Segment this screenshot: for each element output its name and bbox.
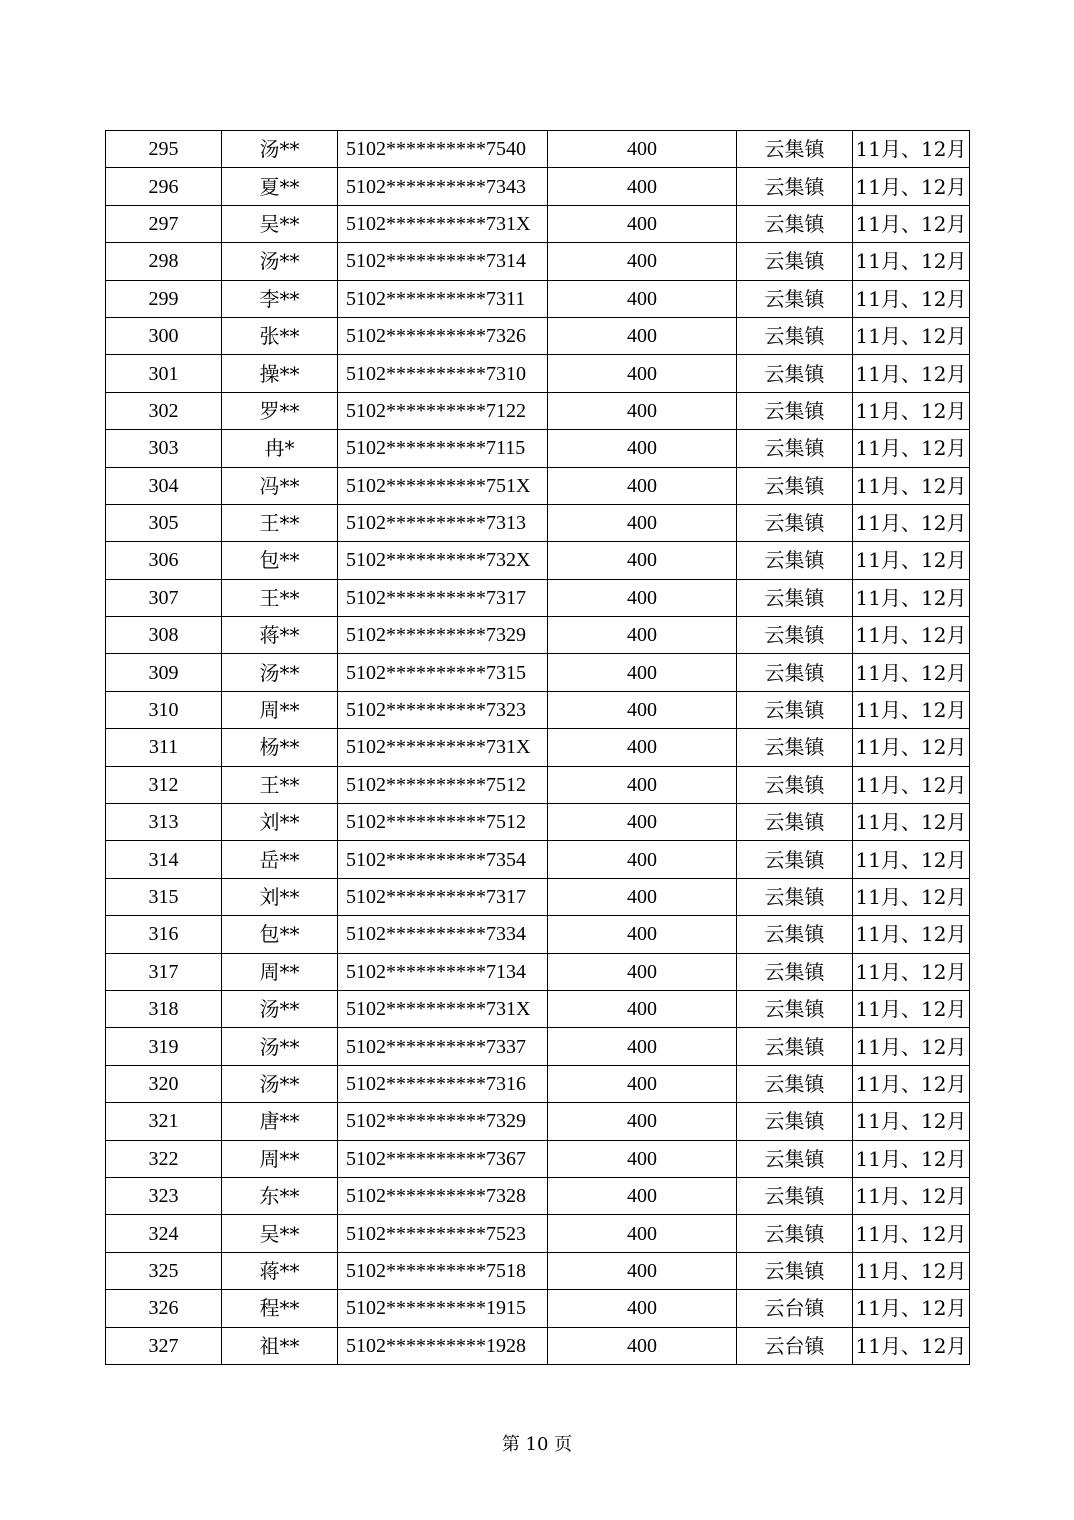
months-cell: 11月、12月 [853, 131, 970, 168]
name-cell: 李** [222, 280, 338, 317]
name-cell: 汤** [222, 243, 338, 280]
months-cell: 11月、12月 [853, 1290, 970, 1327]
row-number-cell: 326 [106, 1290, 222, 1327]
name-cell: 汤** [222, 1028, 338, 1065]
name-cell: 周** [222, 1140, 338, 1177]
town-cell: 云集镇 [737, 168, 853, 205]
row-number-cell: 319 [106, 1028, 222, 1065]
table-row [106, 1140, 970, 1177]
months-cell: 11月、12月 [853, 654, 970, 691]
id-number-cell: 5102**********7122 [338, 392, 548, 429]
table-row [106, 430, 970, 467]
id-number-cell: 5102**********7329 [338, 1103, 548, 1140]
row-number-cell: 302 [106, 392, 222, 429]
months-cell: 11月、12月 [853, 317, 970, 354]
row-number-cell: 307 [106, 579, 222, 616]
id-number-cell: 5102**********7326 [338, 317, 548, 354]
table-row [106, 579, 970, 616]
table-row [106, 243, 970, 280]
town-cell: 云集镇 [737, 430, 853, 467]
months-cell: 11月、12月 [853, 280, 970, 317]
row-number-cell: 313 [106, 804, 222, 841]
town-cell: 云集镇 [737, 990, 853, 1027]
months-cell: 11月、12月 [853, 617, 970, 654]
id-number-cell: 5102**********7329 [338, 617, 548, 654]
id-number-cell: 5102**********732X [338, 542, 548, 579]
months-cell: 11月、12月 [853, 1327, 970, 1364]
town-cell: 云集镇 [737, 504, 853, 541]
name-cell: 东** [222, 1177, 338, 1214]
months-cell: 11月、12月 [853, 1177, 970, 1214]
amount-cell: 400 [548, 1065, 737, 1102]
row-number-cell: 311 [106, 729, 222, 766]
row-number-cell: 312 [106, 766, 222, 803]
row-number-cell: 317 [106, 953, 222, 990]
name-cell: 吴** [222, 1215, 338, 1252]
town-cell: 云集镇 [737, 953, 853, 990]
id-number-cell: 5102**********7315 [338, 654, 548, 691]
table-row [106, 990, 970, 1027]
name-cell: 夏** [222, 168, 338, 205]
table-row [106, 953, 970, 990]
town-cell: 云台镇 [737, 1327, 853, 1364]
name-cell: 汤** [222, 1065, 338, 1102]
amount-cell: 400 [548, 280, 737, 317]
table-row [106, 617, 970, 654]
amount-cell: 400 [548, 1140, 737, 1177]
months-cell: 11月、12月 [853, 990, 970, 1027]
amount-cell: 400 [548, 355, 737, 392]
amount-cell: 400 [548, 953, 737, 990]
town-cell: 云集镇 [737, 579, 853, 616]
amount-cell: 400 [548, 542, 737, 579]
amount-cell: 400 [548, 168, 737, 205]
town-cell: 云集镇 [737, 1028, 853, 1065]
town-cell: 云集镇 [737, 878, 853, 915]
months-cell: 11月、12月 [853, 878, 970, 915]
name-cell: 王** [222, 504, 338, 541]
name-cell: 包** [222, 916, 338, 953]
amount-cell: 400 [548, 1028, 737, 1065]
months-cell: 11月、12月 [853, 766, 970, 803]
row-number-cell: 320 [106, 1065, 222, 1102]
id-number-cell: 5102**********7313 [338, 504, 548, 541]
town-cell: 云集镇 [737, 691, 853, 728]
months-cell: 11月、12月 [853, 430, 970, 467]
table-row [106, 542, 970, 579]
town-cell: 云集镇 [737, 1065, 853, 1102]
row-number-cell: 299 [106, 280, 222, 317]
name-cell: 祖** [222, 1327, 338, 1364]
amount-cell: 400 [548, 504, 737, 541]
name-cell: 杨** [222, 729, 338, 766]
table-row [106, 691, 970, 728]
name-cell: 汤** [222, 131, 338, 168]
table-row [106, 1177, 970, 1214]
amount-cell: 400 [548, 1252, 737, 1289]
amount-cell: 400 [548, 654, 737, 691]
amount-cell: 400 [548, 243, 737, 280]
row-number-cell: 297 [106, 205, 222, 242]
amount-cell: 400 [548, 766, 737, 803]
id-number-cell: 5102**********7512 [338, 766, 548, 803]
id-number-cell: 5102**********7115 [338, 430, 548, 467]
row-number-cell: 318 [106, 990, 222, 1027]
months-cell: 11月、12月 [853, 1103, 970, 1140]
id-number-cell: 5102**********7317 [338, 878, 548, 915]
amount-cell: 400 [548, 579, 737, 616]
town-cell: 云台镇 [737, 1290, 853, 1327]
amount-cell: 400 [548, 430, 737, 467]
table-row [106, 168, 970, 205]
table-row [106, 467, 970, 504]
amount-cell: 400 [548, 317, 737, 354]
months-cell: 11月、12月 [853, 467, 970, 504]
table-row [106, 766, 970, 803]
name-cell: 蒋** [222, 1252, 338, 1289]
months-cell: 11月、12月 [853, 392, 970, 429]
months-cell: 11月、12月 [853, 804, 970, 841]
months-cell: 11月、12月 [853, 355, 970, 392]
town-cell: 云集镇 [737, 766, 853, 803]
table-row [106, 131, 970, 168]
name-cell: 刘** [222, 878, 338, 915]
table-row [106, 1065, 970, 1102]
row-number-cell: 310 [106, 691, 222, 728]
amount-cell: 400 [548, 841, 737, 878]
name-cell: 吴** [222, 205, 338, 242]
id-number-cell: 5102**********751X [338, 467, 548, 504]
name-cell: 包** [222, 542, 338, 579]
amount-cell: 400 [548, 1327, 737, 1364]
row-number-cell: 325 [106, 1252, 222, 1289]
id-number-cell: 5102**********731X [338, 990, 548, 1027]
id-number-cell: 5102**********7512 [338, 804, 548, 841]
town-cell: 云集镇 [737, 654, 853, 691]
months-cell: 11月、12月 [853, 1252, 970, 1289]
records-table [105, 130, 970, 1365]
name-cell: 周** [222, 691, 338, 728]
town-cell: 云集镇 [737, 1215, 853, 1252]
town-cell: 云集镇 [737, 317, 853, 354]
months-cell: 11月、12月 [853, 243, 970, 280]
id-number-cell: 5102**********7540 [338, 131, 548, 168]
id-number-cell: 5102**********7134 [338, 953, 548, 990]
name-cell: 汤** [222, 990, 338, 1027]
town-cell: 云集镇 [737, 916, 853, 953]
name-cell: 王** [222, 579, 338, 616]
id-number-cell: 5102**********7518 [338, 1252, 548, 1289]
months-cell: 11月、12月 [853, 1215, 970, 1252]
id-number-cell: 5102**********7367 [338, 1140, 548, 1177]
months-cell: 11月、12月 [853, 205, 970, 242]
id-number-cell: 5102**********7323 [338, 691, 548, 728]
months-cell: 11月、12月 [853, 1028, 970, 1065]
table-row [106, 1252, 970, 1289]
table-row [106, 504, 970, 541]
table-row [106, 205, 970, 242]
months-cell: 11月、12月 [853, 504, 970, 541]
months-cell: 11月、12月 [853, 841, 970, 878]
town-cell: 云集镇 [737, 804, 853, 841]
amount-cell: 400 [548, 1215, 737, 1252]
town-cell: 云集镇 [737, 1140, 853, 1177]
page-number-footer: 第 10 页 [501, 1434, 573, 1455]
name-cell: 蒋** [222, 617, 338, 654]
name-cell: 唐** [222, 1103, 338, 1140]
amount-cell: 400 [548, 804, 737, 841]
name-cell: 程** [222, 1290, 338, 1327]
town-cell: 云集镇 [737, 243, 853, 280]
amount-cell: 400 [548, 916, 737, 953]
id-number-cell: 5102**********7523 [338, 1215, 548, 1252]
row-number-cell: 298 [106, 243, 222, 280]
name-cell: 岳** [222, 841, 338, 878]
id-number-cell: 5102**********7314 [338, 243, 548, 280]
row-number-cell: 324 [106, 1215, 222, 1252]
town-cell: 云集镇 [737, 355, 853, 392]
table-row [106, 878, 970, 915]
table-row [106, 392, 970, 429]
months-cell: 11月、12月 [853, 729, 970, 766]
table-row [106, 1103, 970, 1140]
amount-cell: 400 [548, 131, 737, 168]
table-row [106, 1215, 970, 1252]
amount-cell: 400 [548, 729, 737, 766]
name-cell: 罗** [222, 392, 338, 429]
town-cell: 云集镇 [737, 467, 853, 504]
town-cell: 云集镇 [737, 841, 853, 878]
id-number-cell: 5102**********7328 [338, 1177, 548, 1214]
row-number-cell: 305 [106, 504, 222, 541]
town-cell: 云集镇 [737, 392, 853, 429]
row-number-cell: 323 [106, 1177, 222, 1214]
name-cell: 操** [222, 355, 338, 392]
amount-cell: 400 [548, 1103, 737, 1140]
town-cell: 云集镇 [737, 542, 853, 579]
id-number-cell: 5102**********7337 [338, 1028, 548, 1065]
table-row [106, 355, 970, 392]
table-row [106, 729, 970, 766]
row-number-cell: 295 [106, 131, 222, 168]
months-cell: 11月、12月 [853, 916, 970, 953]
amount-cell: 400 [548, 1290, 737, 1327]
row-number-cell: 314 [106, 841, 222, 878]
months-cell: 11月、12月 [853, 1140, 970, 1177]
amount-cell: 400 [548, 467, 737, 504]
id-number-cell: 5102**********7354 [338, 841, 548, 878]
months-cell: 11月、12月 [853, 1065, 970, 1102]
table-row [106, 280, 970, 317]
row-number-cell: 321 [106, 1103, 222, 1140]
amount-cell: 400 [548, 392, 737, 429]
name-cell: 刘** [222, 804, 338, 841]
town-cell: 云集镇 [737, 617, 853, 654]
months-cell: 11月、12月 [853, 542, 970, 579]
id-number-cell: 5102**********731X [338, 205, 548, 242]
town-cell: 云集镇 [737, 729, 853, 766]
table-row [106, 317, 970, 354]
id-number-cell: 5102**********7317 [338, 579, 548, 616]
name-cell: 周** [222, 953, 338, 990]
town-cell: 云集镇 [737, 280, 853, 317]
table-row [106, 916, 970, 953]
row-number-cell: 300 [106, 317, 222, 354]
name-cell: 张** [222, 317, 338, 354]
id-number-cell: 5102**********731X [338, 729, 548, 766]
town-cell: 云集镇 [737, 1177, 853, 1214]
id-number-cell: 5102**********7343 [338, 168, 548, 205]
row-number-cell: 322 [106, 1140, 222, 1177]
row-number-cell: 308 [106, 617, 222, 654]
row-number-cell: 315 [106, 878, 222, 915]
months-cell: 11月、12月 [853, 953, 970, 990]
months-cell: 11月、12月 [853, 579, 970, 616]
row-number-cell: 301 [106, 355, 222, 392]
name-cell: 冯** [222, 467, 338, 504]
amount-cell: 400 [548, 617, 737, 654]
amount-cell: 400 [548, 205, 737, 242]
row-number-cell: 306 [106, 542, 222, 579]
row-number-cell: 316 [106, 916, 222, 953]
amount-cell: 400 [548, 691, 737, 728]
row-number-cell: 327 [106, 1327, 222, 1364]
town-cell: 云集镇 [737, 205, 853, 242]
id-number-cell: 5102**********7310 [338, 355, 548, 392]
id-number-cell: 5102**********1915 [338, 1290, 548, 1327]
table-row [106, 1327, 970, 1364]
row-number-cell: 303 [106, 430, 222, 467]
row-number-cell: 309 [106, 654, 222, 691]
town-cell: 云集镇 [737, 131, 853, 168]
town-cell: 云集镇 [737, 1103, 853, 1140]
amount-cell: 400 [548, 878, 737, 915]
amount-cell: 400 [548, 990, 737, 1027]
table-row [106, 1028, 970, 1065]
table-row [106, 841, 970, 878]
id-number-cell: 5102**********7316 [338, 1065, 548, 1102]
name-cell: 汤** [222, 654, 338, 691]
months-cell: 11月、12月 [853, 691, 970, 728]
id-number-cell: 5102**********7311 [338, 280, 548, 317]
id-number-cell: 5102**********7334 [338, 916, 548, 953]
name-cell: 王** [222, 766, 338, 803]
months-cell: 11月、12月 [853, 168, 970, 205]
amount-cell: 400 [548, 1177, 737, 1214]
id-number-cell: 5102**********1928 [338, 1327, 548, 1364]
town-cell: 云集镇 [737, 1252, 853, 1289]
table-row [106, 654, 970, 691]
row-number-cell: 296 [106, 168, 222, 205]
table-row [106, 804, 970, 841]
table-row [106, 1290, 970, 1327]
row-number-cell: 304 [106, 467, 222, 504]
records-table-body [106, 131, 970, 1365]
name-cell: 冉* [222, 430, 338, 467]
